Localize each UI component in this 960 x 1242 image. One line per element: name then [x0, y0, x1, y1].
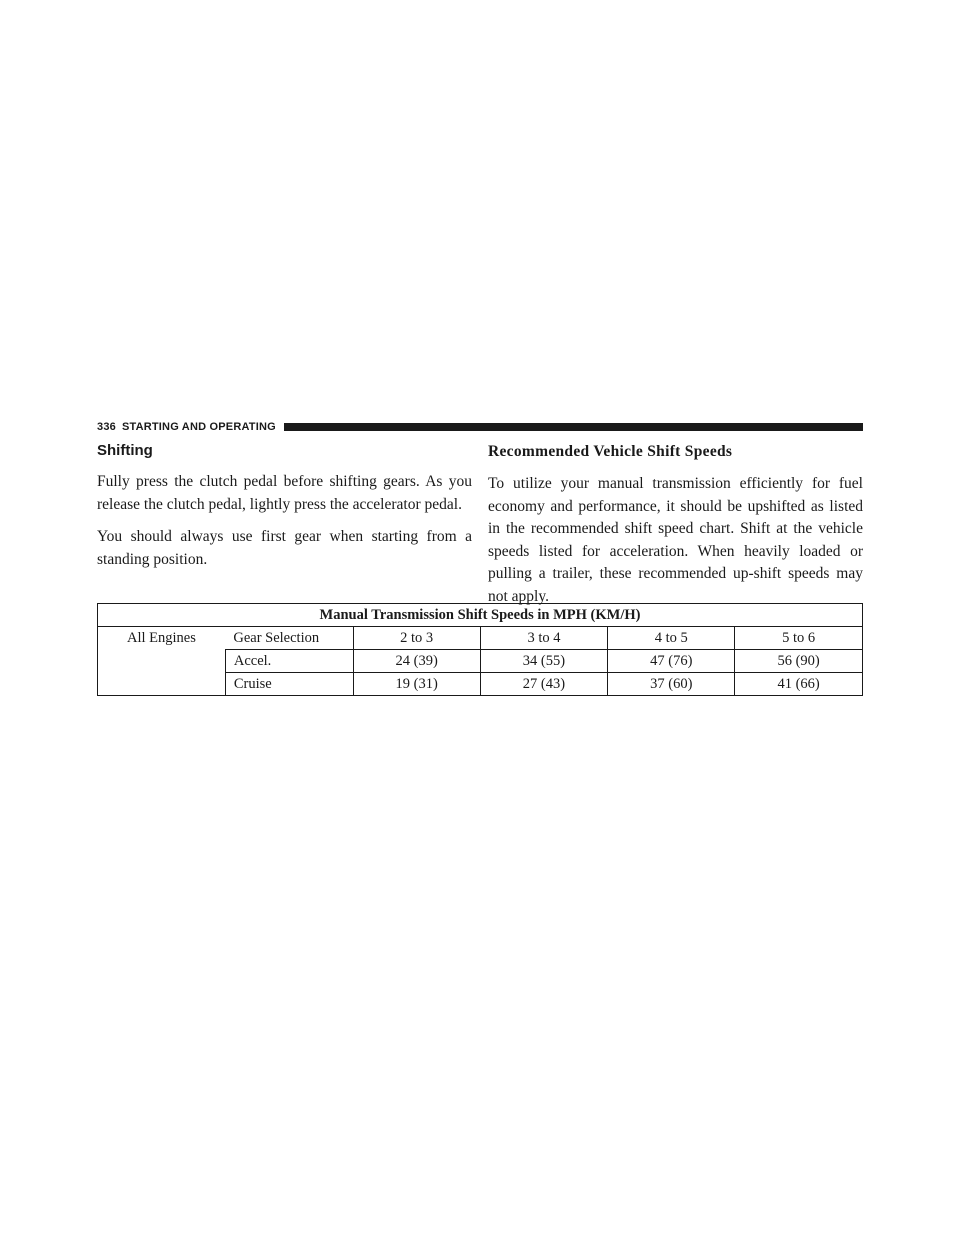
table-header-cell: 2 to 3	[353, 627, 480, 650]
table-cell: 19 (31)	[353, 673, 480, 696]
row-label: Cruise	[225, 673, 353, 696]
shifting-paragraph-1: Fully press the clutch pedal before shifting gears. As you release the clutch pedal, lightly press the accelerator pedal.	[97, 473, 472, 513]
shifting-paragraph-2: You should always use first gear when starting from a standing position.	[97, 528, 472, 568]
shift-speeds-table	[97, 603, 863, 696]
gear-selection-label: Gear Selection	[225, 627, 353, 650]
table-header-row	[98, 627, 863, 650]
table-title: Manual Transmission Shift Speeds in MPH (KM/H)	[98, 604, 863, 627]
table-cell: 47 (76)	[608, 650, 735, 673]
table-cell: 56 (90)	[735, 650, 863, 673]
table-cell: 34 (55)	[480, 650, 608, 673]
page-header	[97, 420, 863, 434]
table-header-cell: 3 to 4	[480, 627, 608, 650]
engine-cell: All Engines	[98, 627, 226, 696]
table-cell: 24 (39)	[353, 650, 480, 673]
header-rule	[284, 423, 863, 431]
shift-speeds-heading: Recommended Vehicle Shift Speeds	[488, 443, 733, 460]
table-cell: 27 (43)	[480, 673, 608, 696]
shifting-heading: Shifting	[97, 442, 153, 459]
shift-speeds-paragraph: To utilize your manual transmission efficiently for fuel economy and performance, it should be upshifted as listed in the recommended shift speed chart. Shift at the vehicle speeds listed for acceleration. When heavily loaded or pulling a trailer, these recommended up-shift speeds may not apply.	[488, 475, 863, 605]
table-header-cell: 5 to 6	[735, 627, 863, 650]
table-header-cell: 4 to 5	[608, 627, 735, 650]
left-column	[97, 441, 472, 581]
table-cell: 41 (66)	[735, 673, 863, 696]
page-number: 336	[97, 421, 116, 433]
right-column	[488, 441, 863, 618]
table-cell: 37 (60)	[608, 673, 735, 696]
section-title: STARTING AND OPERATING	[121, 421, 276, 433]
table-title-row	[98, 604, 863, 627]
row-label: Accel.	[225, 650, 353, 673]
